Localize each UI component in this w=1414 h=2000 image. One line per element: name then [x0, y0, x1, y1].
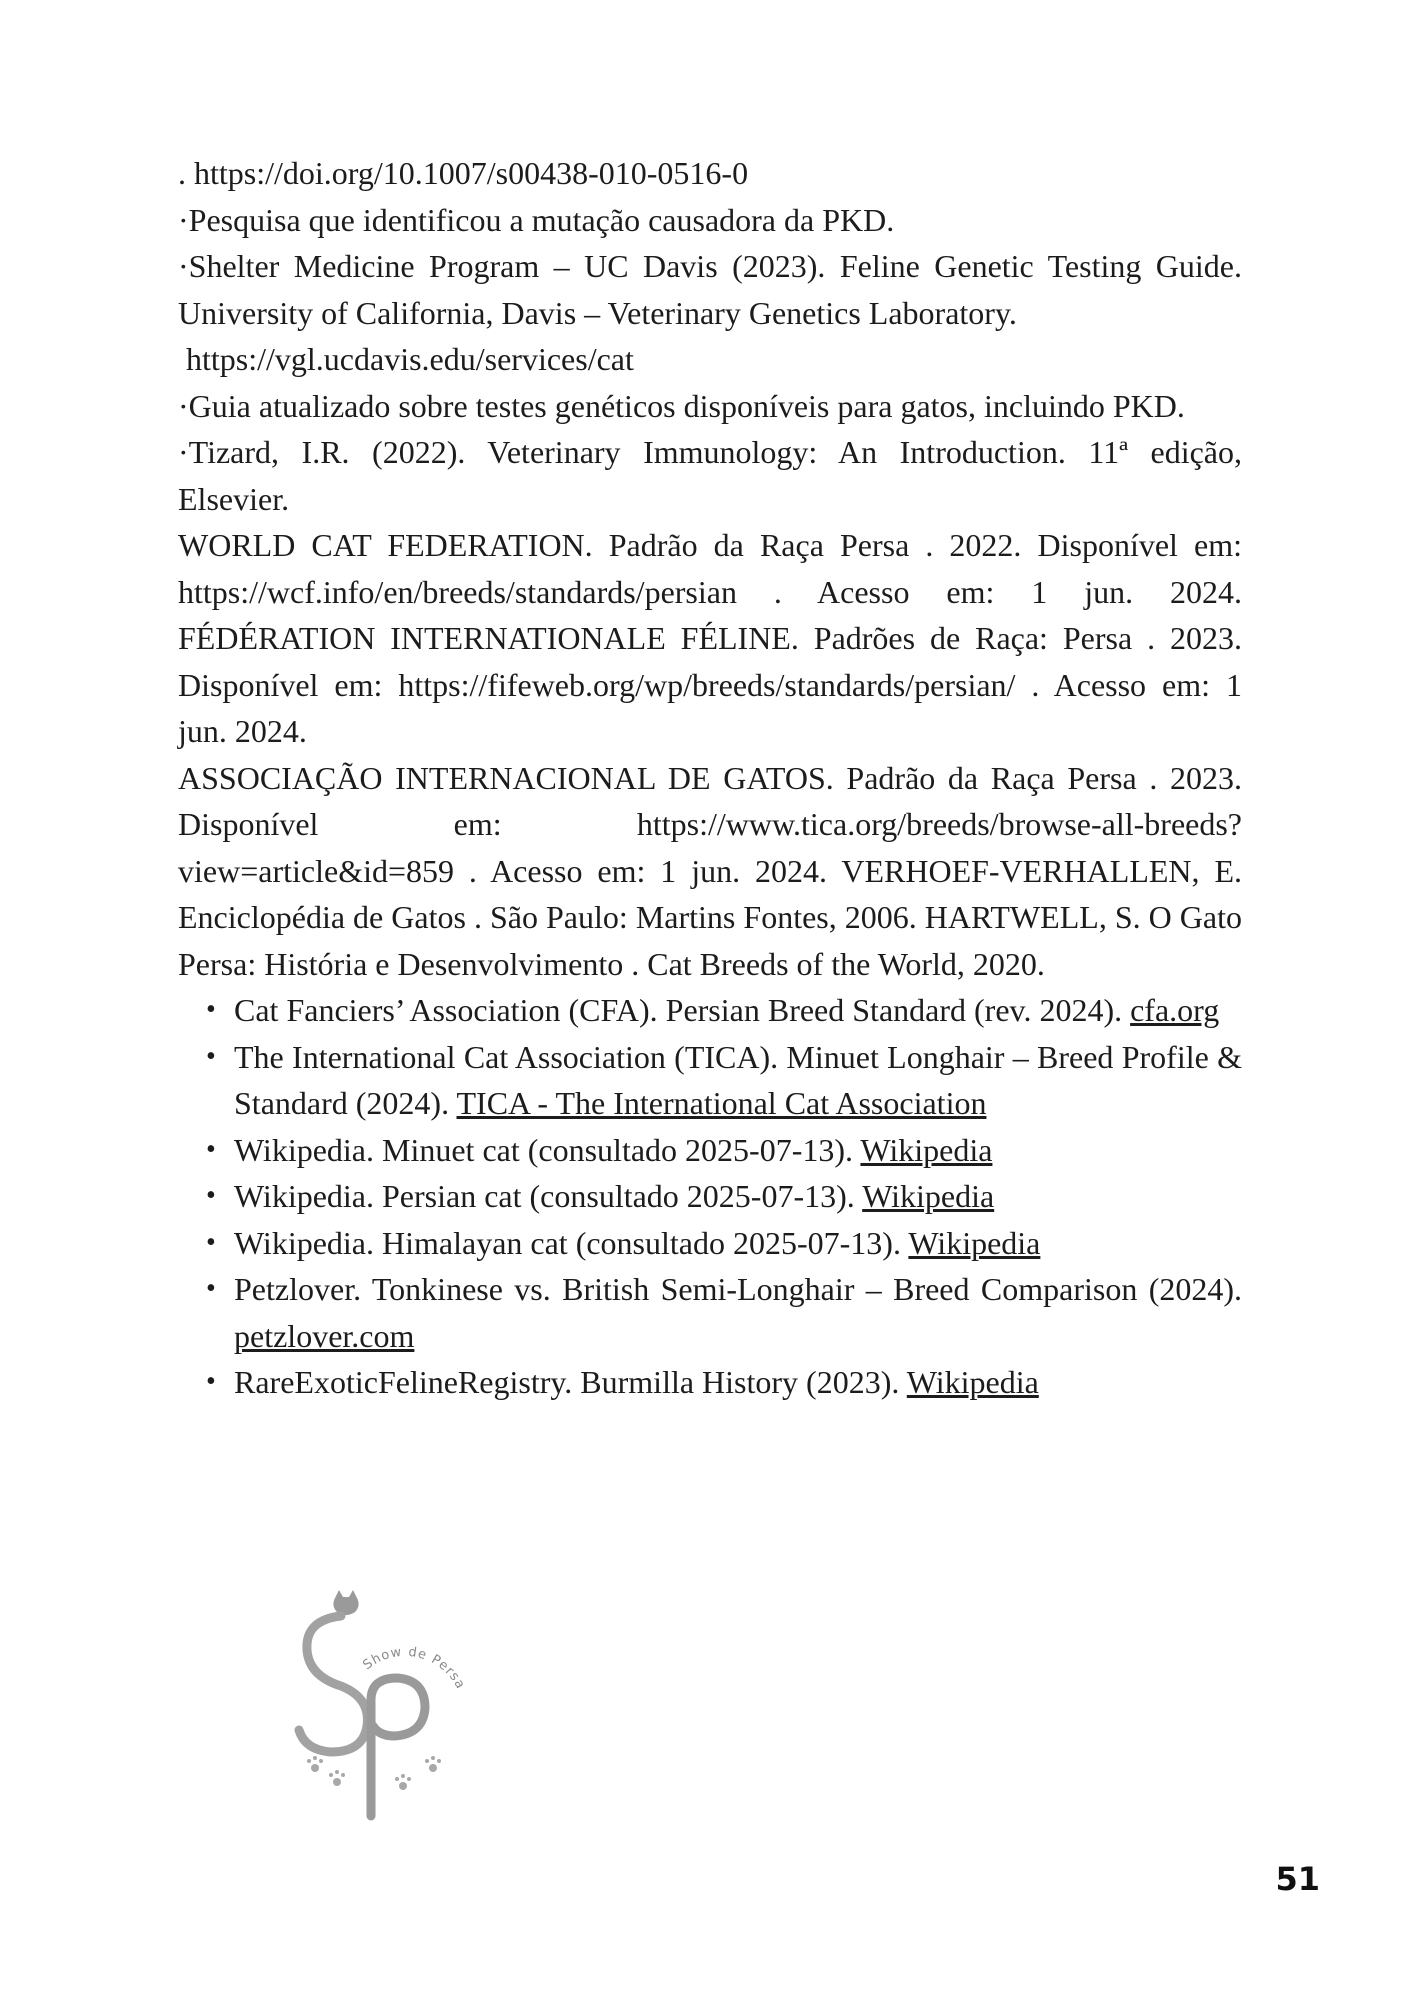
- reference-link[interactable]: Wikipedia: [908, 1224, 1041, 1261]
- logo-mark: [275, 1590, 475, 1830]
- bullet-text: Cat Fanciers’ Association (CFA). Persian Breed Standard (rev. 2024).: [234, 992, 1131, 1028]
- list-item: [234, 1127, 1242, 1174]
- reference-paragraph: ·Tizard, I.R. (2022). Veterinary Immunology: An Introduction. 11ª edição, Elsevier.: [178, 434, 1242, 517]
- page-number: 51: [1275, 1860, 1320, 1898]
- list-item: [234, 1173, 1242, 1220]
- cat-head-icon: [333, 1590, 358, 1615]
- reference-paragraph: ·Guia atualizado sobre testes genéticos disponíveis para gatos, incluindo PKD.: [178, 387, 1185, 424]
- bullet-text: Petzlover. Tonkinese vs. British Semi-Longhair – Breed Comparison (2024).: [234, 1271, 1242, 1307]
- list-item: [234, 1034, 1242, 1127]
- references-section: [178, 150, 1242, 1406]
- show-de-persa-logo: [275, 1590, 475, 1830]
- list-item: [234, 987, 1242, 1034]
- bullet-text: RareExoticFelineRegistry. Burmilla History (2023).: [234, 1364, 907, 1400]
- reference-paragraph: ASSOCIAÇÃO INTERNACIONAL DE GATOS. Padrão da Raça Persa . 2023. Disponível em: https://www.tica.org/breeds/browse-all-breeds?view=article&id=859 . Acesso em: 1 jun. 2024. VERHOEF-VERHALLEN, E. Enciclopédia de Gatos . São Paulo: Martins Fontes, 2006. HARTWELL, S. O Gato Persa: História e Desenvolvimento . Cat Breeds of the World, 2020.: [178, 759, 1242, 982]
- reference-paragraph: . https://doi.org/10.1007/s00438-010-0516-0: [178, 155, 749, 191]
- bullet-text: Wikipedia. Minuet cat (consultado 2025-07-13).: [234, 1131, 861, 1168]
- logo-text: Show de Persa: [360, 1644, 468, 1693]
- reference-link[interactable]: petzlover.com: [234, 1317, 415, 1354]
- reference-link[interactable]: cfa.org: [1130, 992, 1220, 1028]
- reference-bullet-list: [178, 987, 1242, 1406]
- list-item: [234, 1359, 1242, 1406]
- reference-paragraph: WORLD CAT FEDERATION. Padrão da Raça Persa . 2022. Disponível em: https://wcf.info/en/breeds/standards/persian . Acesso em: 1 jun. 2024. FÉDÉRATION INTERNATIONALE FÉLINE. Padrões de Raça: Persa . 2023. Disponível em: https://fifeweb.org/wp/breeds/standards/persian/ . Acesso em: 1 jun. 2024.: [178, 527, 1242, 749]
- reference-link[interactable]: Wikipedia: [906, 1364, 1039, 1400]
- reference-url: https://vgl.ucdavis.edu/services/cat: [186, 341, 634, 377]
- reference-link[interactable]: Wikipedia: [862, 1178, 995, 1214]
- bullet-text: Wikipedia. Himalayan cat (consultado 2025-07-13).: [234, 1224, 909, 1261]
- reference-link[interactable]: TICA - The International Cat Association: [456, 1085, 987, 1121]
- reference-paragraph: ·Pesquisa que identificou a mutação causadora da PKD.: [178, 201, 895, 238]
- bullet-text: Wikipedia. Persian cat (consultado 2025-07-13).: [234, 1178, 863, 1214]
- bullet-text: The International Cat Association (TICA). Minuet Longhair – Breed Profile & Standard (2024).: [234, 1038, 1242, 1121]
- letter-s-shape: [299, 1616, 367, 1752]
- list-item: [234, 1266, 1242, 1359]
- letter-p-shape: [371, 1678, 425, 1816]
- reference-paragraph: ·Shelter Medicine Program – UC Davis (2023). Feline Genetic Testing Guide. University of California, Davis – Veterinary Genetics Laboratory.: [178, 248, 1242, 331]
- reference-link[interactable]: Wikipedia: [860, 1131, 993, 1168]
- list-item: [234, 1220, 1242, 1267]
